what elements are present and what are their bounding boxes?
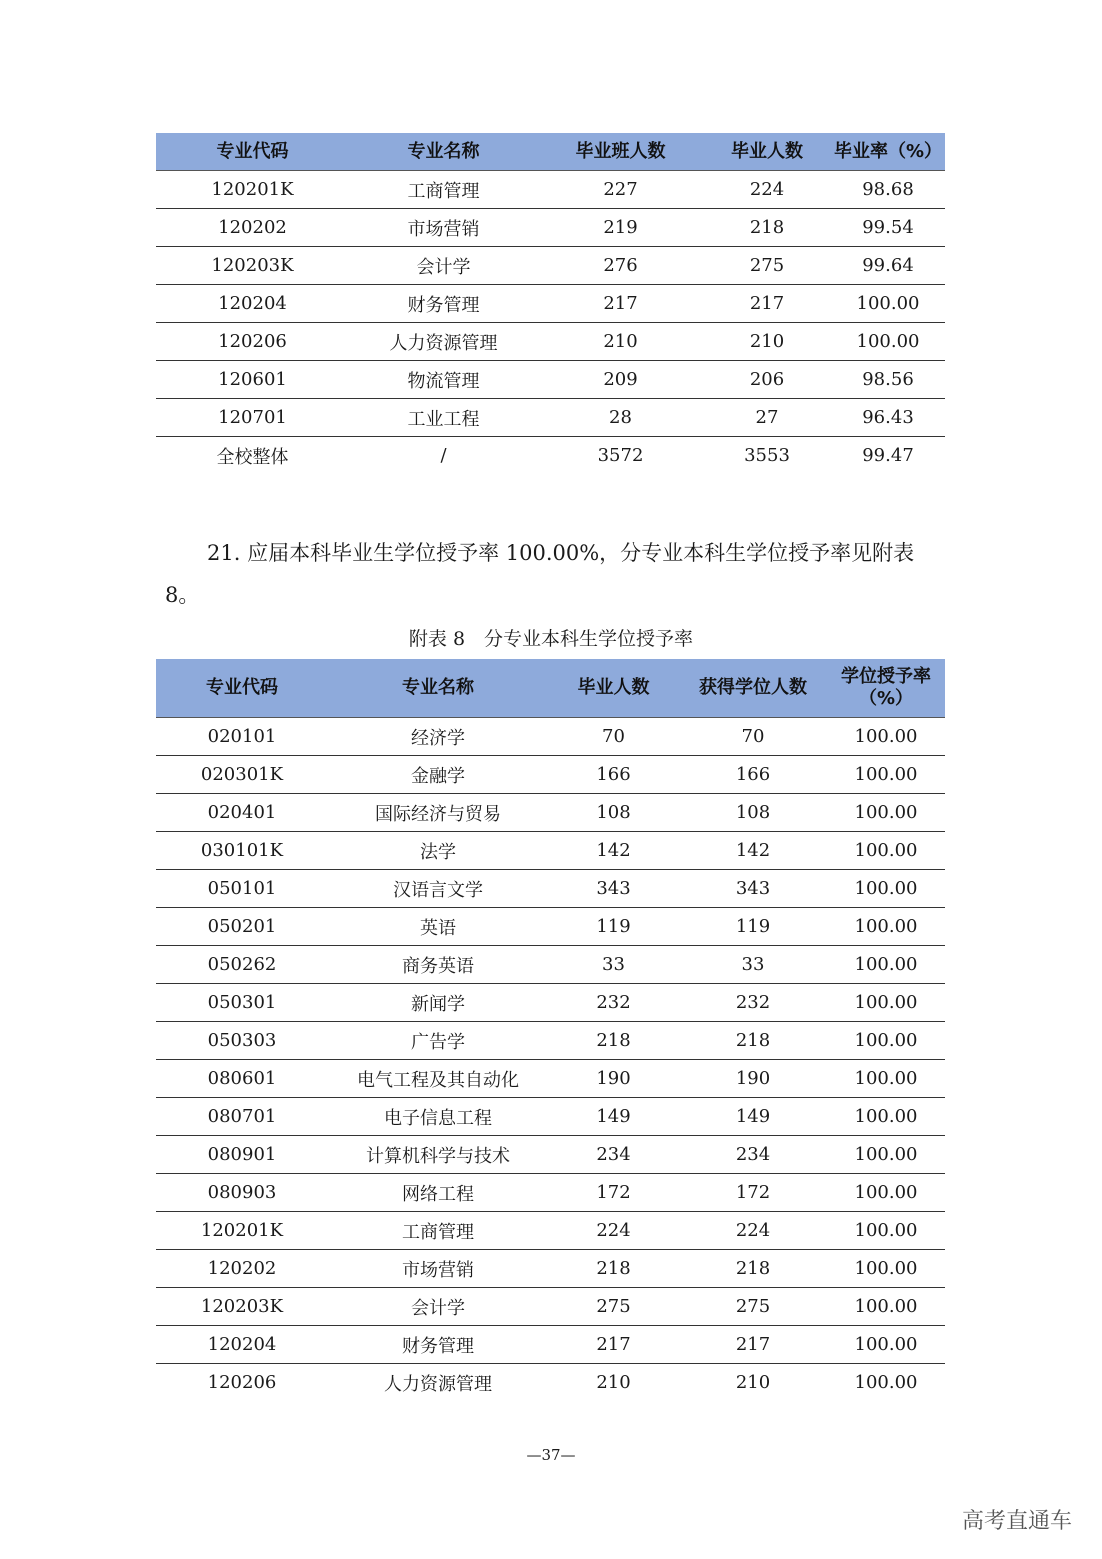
cell-count-b: 190 [679, 1060, 827, 1098]
table-row [156, 832, 945, 870]
cell-count-a: 227 [538, 171, 703, 209]
cell-count-a: 232 [548, 984, 679, 1022]
cell-count-a: 33 [548, 946, 679, 984]
cell-count-b: 142 [679, 832, 827, 870]
cell-rate: 100.00 [827, 1288, 945, 1326]
table-row [156, 247, 945, 285]
cell-major-code: 020401 [156, 794, 328, 832]
cell-rate: 100.00 [827, 1174, 945, 1212]
cell-count-a: 108 [548, 794, 679, 832]
cell-count-a: 210 [596, 1372, 631, 1393]
cell-count-a: 70 [548, 718, 679, 756]
header-graduation-rate: 毕业率（%） [831, 133, 945, 171]
cell-count-a: 3572 [597, 445, 644, 466]
cell-count-b: 217 [703, 285, 831, 323]
cell-major-code: 120203K [156, 1288, 328, 1326]
table-row [156, 1250, 945, 1288]
cell-major-code: 120203K [156, 247, 349, 285]
cell-major-name: 新闻学 [328, 984, 548, 1022]
cell-major-name: 国际经济与贸易 [328, 794, 548, 832]
cell-count-b: 70 [679, 718, 827, 756]
cell-count-a: 218 [548, 1022, 679, 1060]
cell-major-name: 法学 [328, 832, 548, 870]
graduation-rate-table [156, 133, 945, 474]
table-caption: 附表 8 分专业本科生学位授予率 [408, 628, 694, 650]
cell-count-b: 224 [679, 1212, 827, 1250]
cell-major-name: 金融学 [328, 756, 548, 794]
body-paragraph [165, 532, 945, 616]
cell-major-code: 020101 [156, 718, 328, 756]
header-degree-rate: 学位授予率（%） [827, 659, 945, 718]
cell-major-code: 050262 [156, 946, 328, 984]
cell-count-a: 190 [548, 1060, 679, 1098]
cell-count-b: 166 [679, 756, 827, 794]
cell-major-name: 市场营销 [328, 1250, 548, 1288]
table-row [156, 437, 945, 475]
cell-count-a: 172 [548, 1174, 679, 1212]
cell-rate: 100.00 [827, 870, 945, 908]
cell-major-name: 会计学 [349, 247, 538, 285]
cell-count-a: 234 [548, 1136, 679, 1174]
cell-rate: 100.00 [827, 908, 945, 946]
cell-rate: 100.00 [827, 1250, 945, 1288]
cell-major-code: 050101 [156, 870, 328, 908]
cell-major-code: 120206 [207, 1372, 277, 1393]
cell-count-a: 276 [538, 247, 703, 285]
header-major-name: 专业名称 [349, 133, 538, 171]
table-row [156, 1136, 945, 1174]
table-row [156, 756, 945, 794]
cell-major-name: 会计学 [328, 1288, 548, 1326]
cell-major-name: 经济学 [328, 718, 548, 756]
table-body [156, 171, 945, 475]
cell-major-code: 050201 [156, 908, 328, 946]
cell-count-b: 3553 [744, 445, 790, 466]
cell-count-a: 275 [548, 1288, 679, 1326]
cell-rate: 100.00 [827, 1022, 945, 1060]
table-row [156, 171, 945, 209]
cell-major-name: 工业工程 [349, 399, 538, 437]
cell-rate: 99.54 [831, 209, 945, 247]
cell-rate: 100.00 [831, 323, 945, 361]
table-row [156, 1326, 945, 1364]
cell-count-b: 27 [703, 399, 831, 437]
cell-major-name: 计算机科学与技术 [328, 1136, 548, 1174]
table-row [156, 718, 945, 756]
cell-count-b: 149 [679, 1098, 827, 1136]
cell-count-a: 119 [548, 908, 679, 946]
cell-rate: 100.00 [831, 285, 945, 323]
cell-rate: 100.00 [827, 984, 945, 1022]
page-number: —37— [526, 1446, 576, 1464]
cell-major-code: 120201K [156, 171, 349, 209]
cell-major-code: 050301 [156, 984, 328, 1022]
cell-count-a: 217 [538, 285, 703, 323]
cell-rate: 100.00 [827, 1060, 945, 1098]
cell-rate: 100.00 [827, 794, 945, 832]
cell-count-b: 119 [679, 908, 827, 946]
cell-major-name: 工商管理 [328, 1212, 548, 1250]
header-major-code: 专业代码 [156, 133, 349, 171]
cell-rate: 98.56 [831, 361, 945, 399]
cell-major-name: 网络工程 [328, 1174, 548, 1212]
header-major-code: 专业代码 [156, 659, 328, 718]
cell-major-name: 商务英语 [328, 946, 548, 984]
cell-count-a: 149 [548, 1098, 679, 1136]
cell-count-b: 210 [735, 1372, 771, 1393]
header-major-name: 专业名称 [328, 659, 548, 718]
table-row [156, 1364, 945, 1402]
cell-major-name: 广告学 [328, 1022, 548, 1060]
cell-rate: 99.47 [862, 445, 914, 466]
table-row [156, 399, 945, 437]
table-body [156, 718, 945, 1402]
cell-count-a: 210 [538, 323, 703, 361]
cell-count-b: 275 [679, 1288, 827, 1326]
cell-major-name: 市场营销 [349, 209, 538, 247]
cell-major-name: 财务管理 [349, 285, 538, 323]
cell-major-code: 120204 [156, 285, 349, 323]
cell-rate: 100.00 [827, 832, 945, 870]
cell-count-b: 232 [679, 984, 827, 1022]
cell-major-code: 120206 [156, 323, 349, 361]
table-row [156, 794, 945, 832]
cell-major-code: 全校整体 [216, 446, 289, 468]
header-graduate-count: 毕业人数 [548, 659, 679, 718]
cell-count-b: 206 [703, 361, 831, 399]
table-row [156, 1022, 945, 1060]
cell-count-a: 343 [548, 870, 679, 908]
table-row [156, 1098, 945, 1136]
cell-major-name: 工商管理 [349, 171, 538, 209]
cell-major-code: 030101K [156, 832, 328, 870]
cell-major-code: 050303 [156, 1022, 328, 1060]
cell-major-name: 财务管理 [328, 1326, 548, 1364]
table-row [156, 870, 945, 908]
cell-count-a: 219 [538, 209, 703, 247]
cell-major-name: 汉语言文学 [328, 870, 548, 908]
cell-count-b: 218 [703, 209, 831, 247]
cell-rate: 100.00 [827, 1136, 945, 1174]
header-degree-count: 获得学位人数 [679, 659, 827, 718]
cell-major-code: 020301K [156, 756, 328, 794]
table-row [156, 323, 945, 361]
cell-major-name: / [440, 445, 447, 466]
cell-rate: 98.68 [831, 171, 945, 209]
cell-count-b: 33 [679, 946, 827, 984]
table-row [156, 209, 945, 247]
table-row [156, 908, 945, 946]
cell-count-b: 343 [679, 870, 827, 908]
cell-major-name: 人力资源管理 [349, 323, 538, 361]
cell-count-a: 218 [548, 1250, 679, 1288]
cell-count-b: 218 [679, 1022, 827, 1060]
table-header-row [156, 133, 945, 171]
table-row [156, 1174, 945, 1212]
table-row [156, 361, 945, 399]
cell-major-name: 英语 [328, 908, 548, 946]
header-class-count: 毕业班人数 [538, 133, 703, 171]
cell-rate: 99.64 [831, 247, 945, 285]
cell-count-a: 142 [548, 832, 679, 870]
cell-rate: 96.43 [831, 399, 945, 437]
table-row [156, 285, 945, 323]
table-row [156, 984, 945, 1022]
cell-count-b: 210 [703, 323, 831, 361]
cell-count-b: 275 [703, 247, 831, 285]
cell-count-b: 172 [679, 1174, 827, 1212]
cell-rate: 100.00 [827, 946, 945, 984]
cell-count-b: 108 [679, 794, 827, 832]
cell-count-a: 28 [538, 399, 703, 437]
cell-rate: 100.00 [854, 1372, 918, 1393]
cell-count-b: 217 [679, 1326, 827, 1364]
cell-major-code: 080903 [156, 1174, 328, 1212]
degree-award-rate-table [156, 659, 945, 1401]
cell-rate: 100.00 [827, 718, 945, 756]
cell-major-name: 人力资源管理 [384, 1373, 492, 1395]
paragraph-text: 21. 应届本科毕业生学位授予率 100.00%，分专业本科生学位授予率见附表 8。 [165, 541, 915, 607]
header-graduate-count: 毕业人数 [703, 133, 831, 171]
cell-major-code: 120701 [156, 399, 349, 437]
cell-major-code: 080901 [156, 1136, 328, 1174]
table-row [156, 1212, 945, 1250]
cell-major-name: 物流管理 [349, 361, 538, 399]
cell-major-name: 电气工程及其自动化 [328, 1060, 548, 1098]
cell-count-b: 234 [679, 1136, 827, 1174]
cell-major-code: 080601 [156, 1060, 328, 1098]
cell-count-a: 166 [548, 756, 679, 794]
cell-count-a: 217 [548, 1326, 679, 1364]
cell-major-code: 120204 [156, 1326, 328, 1364]
cell-major-code: 120202 [156, 1250, 328, 1288]
cell-major-code: 080701 [156, 1098, 328, 1136]
cell-count-a: 224 [548, 1212, 679, 1250]
cell-rate: 100.00 [827, 1098, 945, 1136]
cell-major-name: 电子信息工程 [328, 1098, 548, 1136]
watermark: 高考直通车 [961, 1509, 1072, 1534]
cell-major-code: 120201K [156, 1212, 328, 1250]
table-row [156, 946, 945, 984]
table-header-row [156, 659, 945, 718]
cell-major-code: 120202 [156, 209, 349, 247]
cell-rate: 100.00 [827, 1326, 945, 1364]
cell-major-code: 120601 [156, 361, 349, 399]
table-row [156, 1060, 945, 1098]
cell-count-b: 218 [679, 1250, 827, 1288]
cell-count-a: 209 [538, 361, 703, 399]
table-row [156, 1288, 945, 1326]
cell-rate: 100.00 [827, 756, 945, 794]
cell-count-b: 224 [703, 171, 831, 209]
cell-rate: 100.00 [827, 1212, 945, 1250]
